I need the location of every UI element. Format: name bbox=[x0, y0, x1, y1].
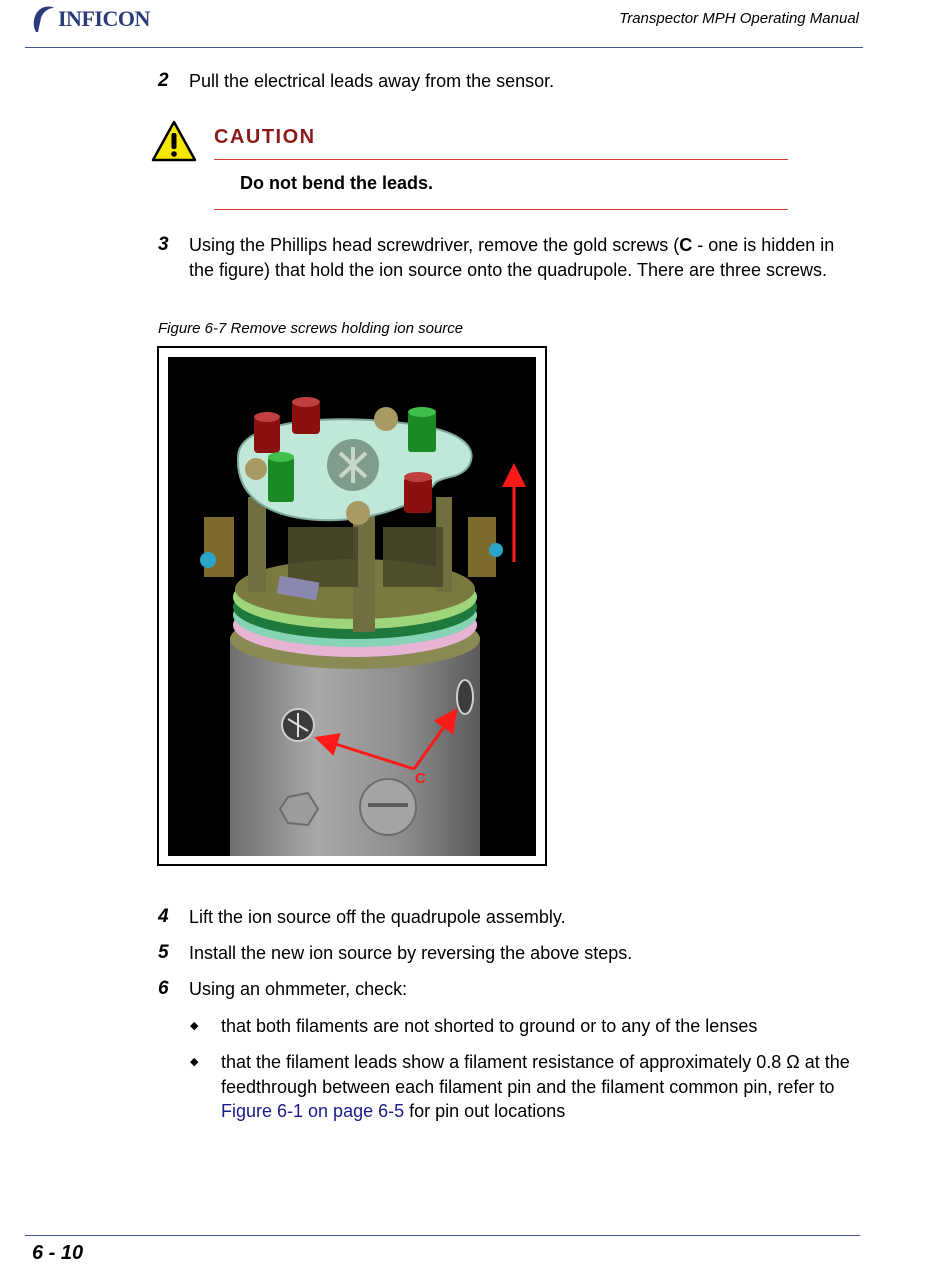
warning-triangle-icon bbox=[151, 120, 197, 167]
step-number: 6 bbox=[158, 978, 169, 999]
brand-name: INFICON bbox=[58, 6, 150, 31]
step-4 bbox=[158, 905, 858, 930]
bullet-item bbox=[190, 1050, 860, 1124]
step-6 bbox=[158, 977, 858, 1002]
step-text-part: - one is hidden in the figure) that hold the ion source onto the quadrupole. There are three screws. bbox=[189, 235, 835, 280]
bullet-text: that both filaments are not shorted to ground or to any of the lenses bbox=[221, 1016, 758, 1036]
step-5 bbox=[158, 941, 858, 966]
bullet-item bbox=[190, 1014, 860, 1039]
ion-source-image bbox=[168, 357, 536, 856]
step-2 bbox=[158, 69, 858, 94]
figure-6-1-link[interactable]: Figure 6-1 on page 6-5 bbox=[221, 1101, 405, 1121]
bullet-diamond-icon: ◆ bbox=[190, 1020, 199, 1032]
page-number: 6 - 10 bbox=[32, 1242, 84, 1264]
caution-title: CAUTION bbox=[214, 126, 316, 148]
step-text: Pull the electrical leads away from the sensor. bbox=[189, 71, 555, 91]
step-number: 2 bbox=[158, 70, 169, 91]
caution-message: Do not bend the leads. bbox=[240, 173, 434, 193]
bullet-text bbox=[221, 1050, 860, 1124]
screw-callout-reference: C bbox=[679, 235, 693, 255]
bullet-text-part: for pin out locations bbox=[404, 1101, 566, 1121]
step-number: 3 bbox=[158, 234, 169, 255]
bullet-diamond-icon: ◆ bbox=[190, 1056, 199, 1068]
step-text bbox=[189, 233, 858, 282]
header-divider bbox=[25, 47, 863, 48]
footer-divider bbox=[25, 1235, 860, 1236]
caution-top-rule bbox=[214, 159, 788, 160]
step-3 bbox=[158, 233, 858, 282]
manual-title: Transpector MPH Operating Manual bbox=[619, 10, 859, 27]
step-number: 5 bbox=[158, 942, 169, 963]
step-text: Install the new ion source by reversing the above steps. bbox=[189, 943, 633, 963]
figure-callout-c: C bbox=[415, 770, 426, 787]
caution-bottom-rule bbox=[214, 209, 788, 210]
step-text: Using an ohmmeter, check: bbox=[189, 979, 408, 999]
step-text: Lift the ion source off the quadrupole assembly. bbox=[189, 907, 566, 927]
figure-caption: Figure 6-7 Remove screws holding ion source bbox=[158, 320, 464, 337]
figure-frame bbox=[157, 346, 547, 866]
inficon-logo bbox=[30, 4, 150, 34]
bullet-text-part: that the filament leads show a filament resistance of approximately 0.8 Ω at the feedthrough between each filament pin and the filament common pin, refer to bbox=[221, 1052, 850, 1097]
step-text-part: Using the Phillips head screwdriver, remove the gold screws ( bbox=[189, 235, 680, 255]
step-number: 4 bbox=[158, 906, 169, 927]
inficon-logo-mark-icon bbox=[30, 5, 56, 33]
